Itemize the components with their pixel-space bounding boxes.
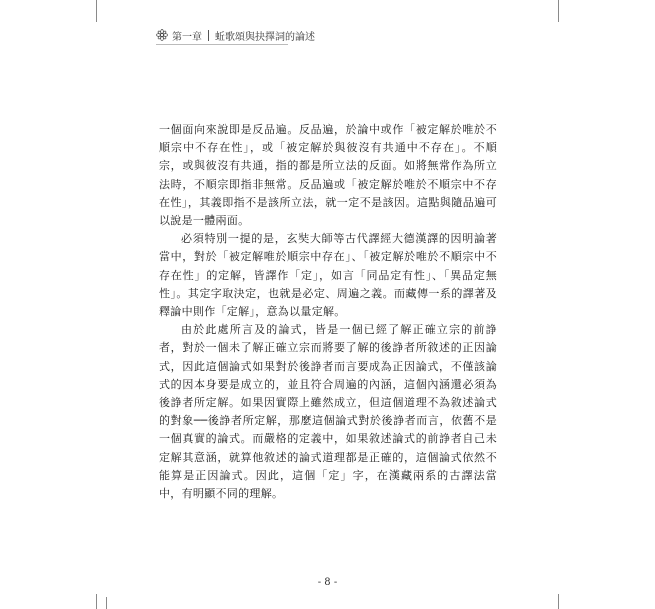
header-separator [208,30,209,41]
flower-ornament-icon [156,29,168,41]
chapter-label: 第一章 [172,31,202,43]
crop-mark-top-left [96,0,97,22]
crop-mark-bottom-right [558,594,559,609]
crop-mark-top-right [558,0,559,22]
body-text [159,121,497,503]
chapter-title: 蚯歌頌與抉擇詞的論述 [215,31,315,43]
running-header [156,27,315,43]
page-number: - 8 - [317,577,338,588]
paragraph: 由於此處所言及的論式，皆是一個已經了解正確立宗的前諍者，對於一個未了解正確立宗而將要了解的後諍者所敘述的正因論式，因此這個論式如果對於後諍者而言要成為正因論式，不僅該論式的因本身要是成立的，並且符合周遍的內涵，這個內涵還必須為後諍者所定解。如果因實際上雖然成立，但這個道理不為敘述論式的對象──後諍者所定解，那麼這個論式對於後諍者而言，依舊不是一個真實的論式。而嚴格的定義中，如果敘述論式的前諍者自己未定解其意涵，就算他敘述的論式道理都是正確的，這個論式依然不能算是正因論式。因此，這個「定」字，在漢藏兩系的古譯法當中，有明顯不同的理解。 [159,323,497,501]
crop-mark-bottom-left [96,594,97,609]
header-rule [156,44,288,45]
paragraph: 一個面向來說即是反品遍。反品遍，於論中或作「被定解於唯於不順宗中不存在性」，或「被定解於與彼沒有共通中不存在」。不順宗，或與彼沒有共通，指的都是所立法的反面。如將無常作為所立法時，不順宗即指非無常。反品遍或「被定解於唯於不順宗中不存在性」，其義即指不是該所立法，就一定不是該因。這點與隨品遍可以說是一體兩面。 [159,123,497,228]
paragraph: 必須特別一提的是，玄奘大師等古代譯經大德漢譯的因明論著當中，對於「被定解唯於順宗中存在」、「被定解於唯於不順宗中不存在性」的定解，皆譯作「定」，如言「同品定有性」、「異品定無性」。其定字取決定，也就是必定、周遍之義。而藏傳一系的譯著及釋論中則作「定解」，意為以量定解。 [159,232,497,319]
crop-mark-bottom-inner [106,597,107,609]
